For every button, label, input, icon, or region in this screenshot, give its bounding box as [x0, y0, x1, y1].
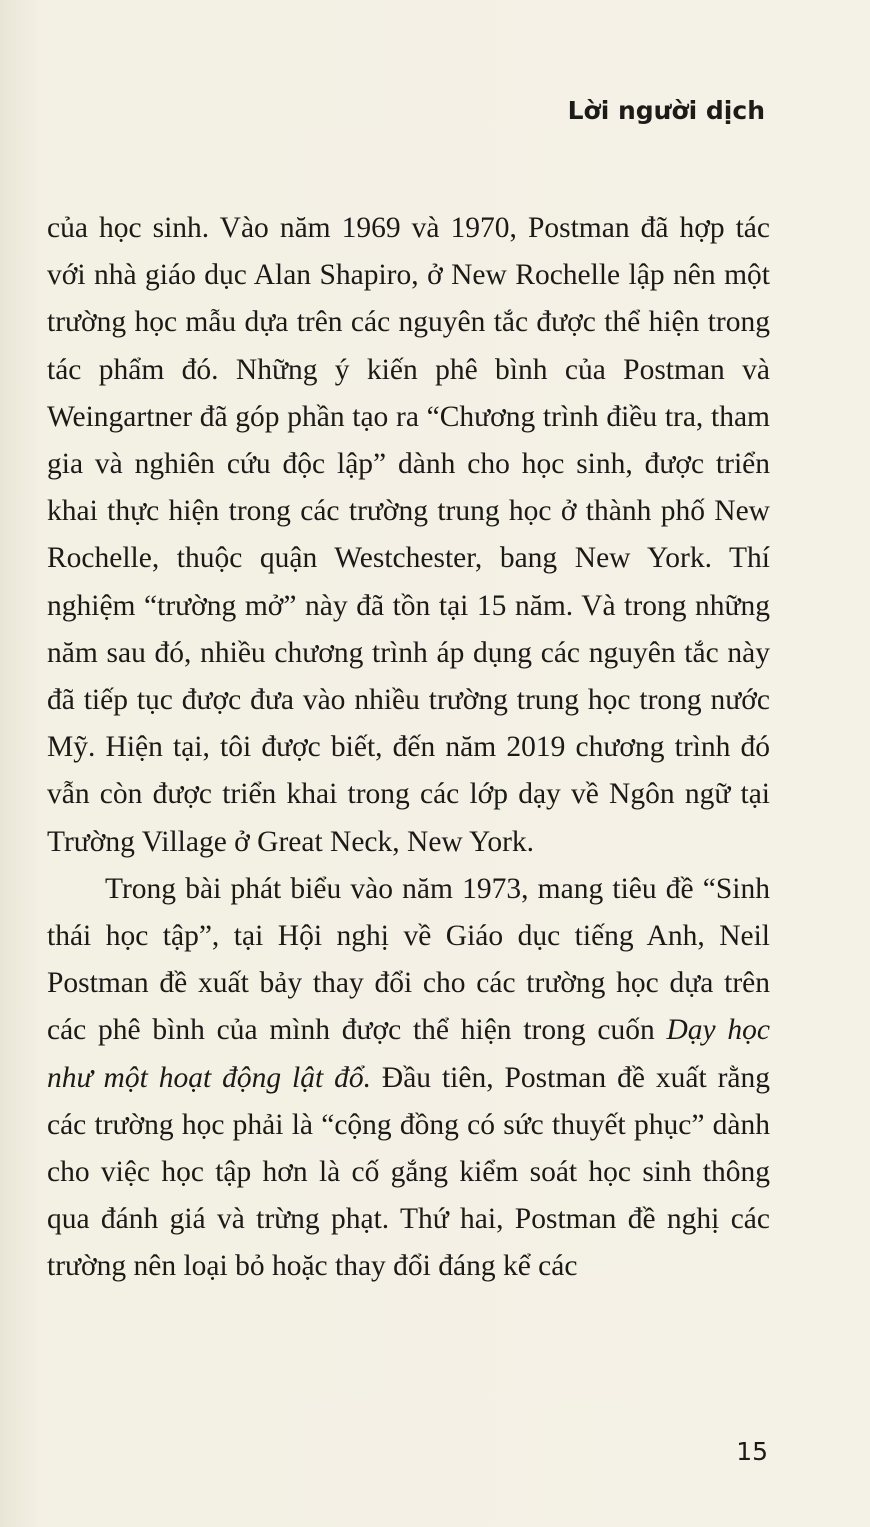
paragraph-2-text-end: Đầu tiên, Postman đề xuất rằng các trường học phải là “cộng đồng có sức thuyết phục” dành cho việc học tập hơn là cố gắng kiểm soát học sinh thông qua đánh giá và trừng phạt. Thứ hai, Postman đề nghị các trường nên loại bỏ hoặc thay đổi đáng kể các	[47, 1061, 770, 1283]
italic-book-title: Dạy học như một hoạt động lật đổ.	[47, 1014, 770, 1094]
running-header: Lời người dịch	[567, 96, 765, 125]
body-text	[47, 205, 770, 1291]
paragraph-2	[47, 866, 770, 1291]
paragraph-1: của học sinh. Vào năm 1969 và 1970, Postman đã hợp tác với nhà giáo dục Alan Shapiro, ở New Rochelle lập nên một trường học mẫu dựa trên các nguyên tắc được thể hiện trong tác phẩm đó. Những ý kiến phê bình của Postman và Weingartner đã góp phần tạo ra “Chương trình điều tra, tham gia và nghiên cứu độc lập” dành cho học sinh, được triển khai thực hiện trong các trường trung học ở thành phố New Rochelle, thuộc quận Westchester, bang New York. Thí nghiệm “trường mở” này đã tồn tại 15 năm. Và trong những năm sau đó, nhiều chương trình áp dụng các nguyên tắc này đã tiếp tục được đưa vào nhiều trường trung học trong nước Mỹ. Hiện tại, tôi được biết, đến năm 2019 chương trình đó vẫn còn được triển khai trong các lớp dạy về Ngôn ngữ tại Trường Village ở Great Neck, New York.	[47, 212, 770, 858]
paragraph-2-text-start: Trong bài phát biểu vào năm 1973, mang tiêu đề “Sinh thái học tập”, tại Hội nghị về Giáo dục tiếng Anh, Neil Postman đề xuất bảy thay đổi cho các trường học dựa trên các phê bình của mình được thể hiện trong cuốn	[47, 872, 770, 1047]
page-number: 15	[736, 1437, 768, 1466]
